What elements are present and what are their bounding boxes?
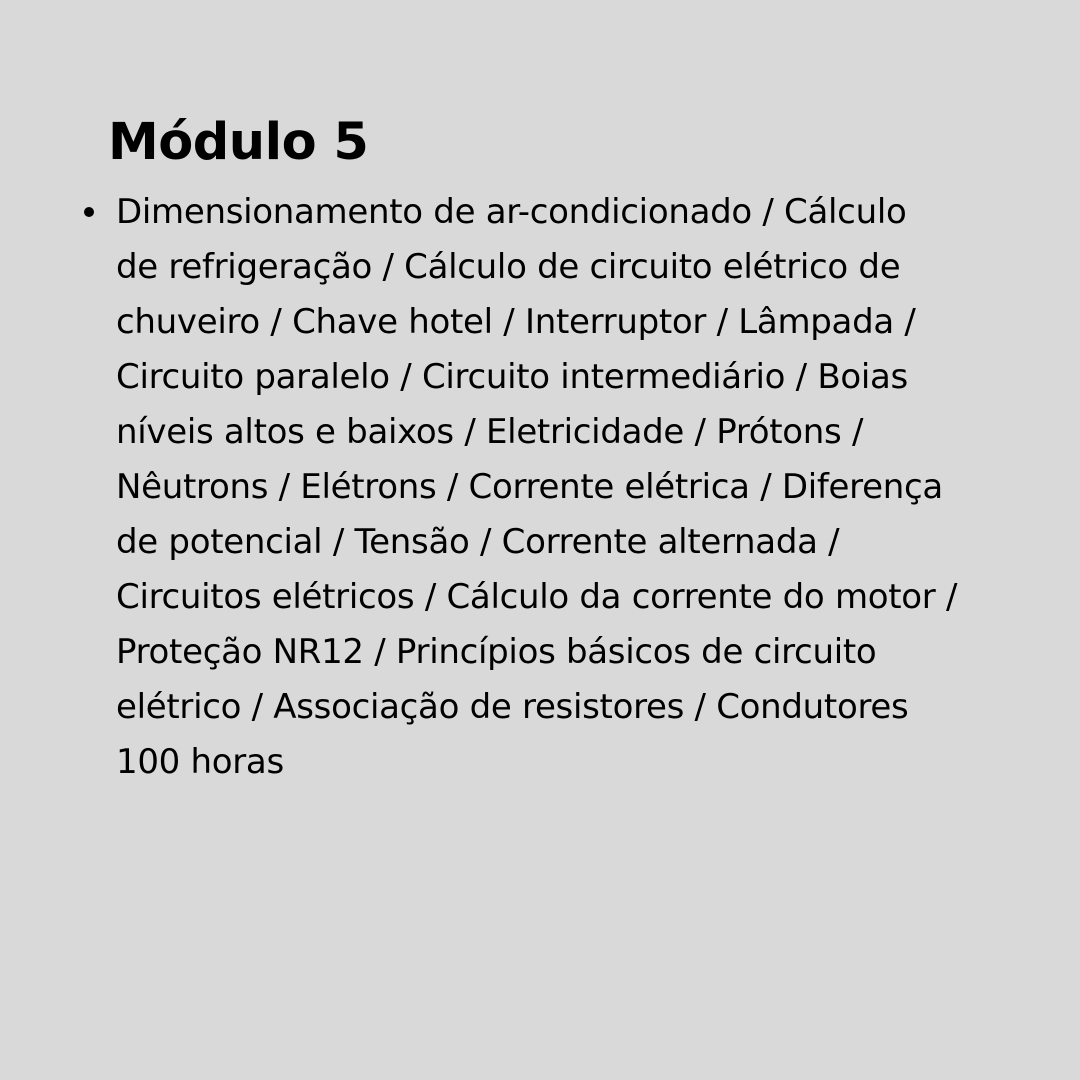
topics-line: de potencial / Tensão / Corrente alternada / [116, 522, 840, 562]
topics-line: níveis altos e baixos / Eletricidade / Prótons / [116, 412, 864, 452]
module-title: Módulo 5 [108, 113, 369, 172]
topics-line: Proteção NR12 / Princípios básicos de circuito [116, 632, 877, 672]
topics-line: elétrico / Associação de resistores / Condutores [116, 687, 909, 727]
topics-line: Nêutrons / Elétrons / Corrente elétrica / Diferença [116, 467, 943, 507]
topics-line: Circuitos elétricos / Cálculo da corrente do motor / [116, 577, 958, 617]
bullet-icon [84, 207, 94, 217]
topics-line: Circuito paralelo / Circuito intermediário / Boias [116, 357, 908, 397]
topics-line: de refrigeração / Cálculo de circuito elétrico de [116, 247, 901, 287]
topics-line: Dimensionamento de ar-condicionado / Cálculo [116, 192, 907, 232]
topics-line: chuveiro / Chave hotel / Interruptor / Lâmpada / [116, 302, 916, 342]
module-topics-list-item [116, 185, 1036, 790]
module-duration: 100 horas [116, 742, 284, 782]
